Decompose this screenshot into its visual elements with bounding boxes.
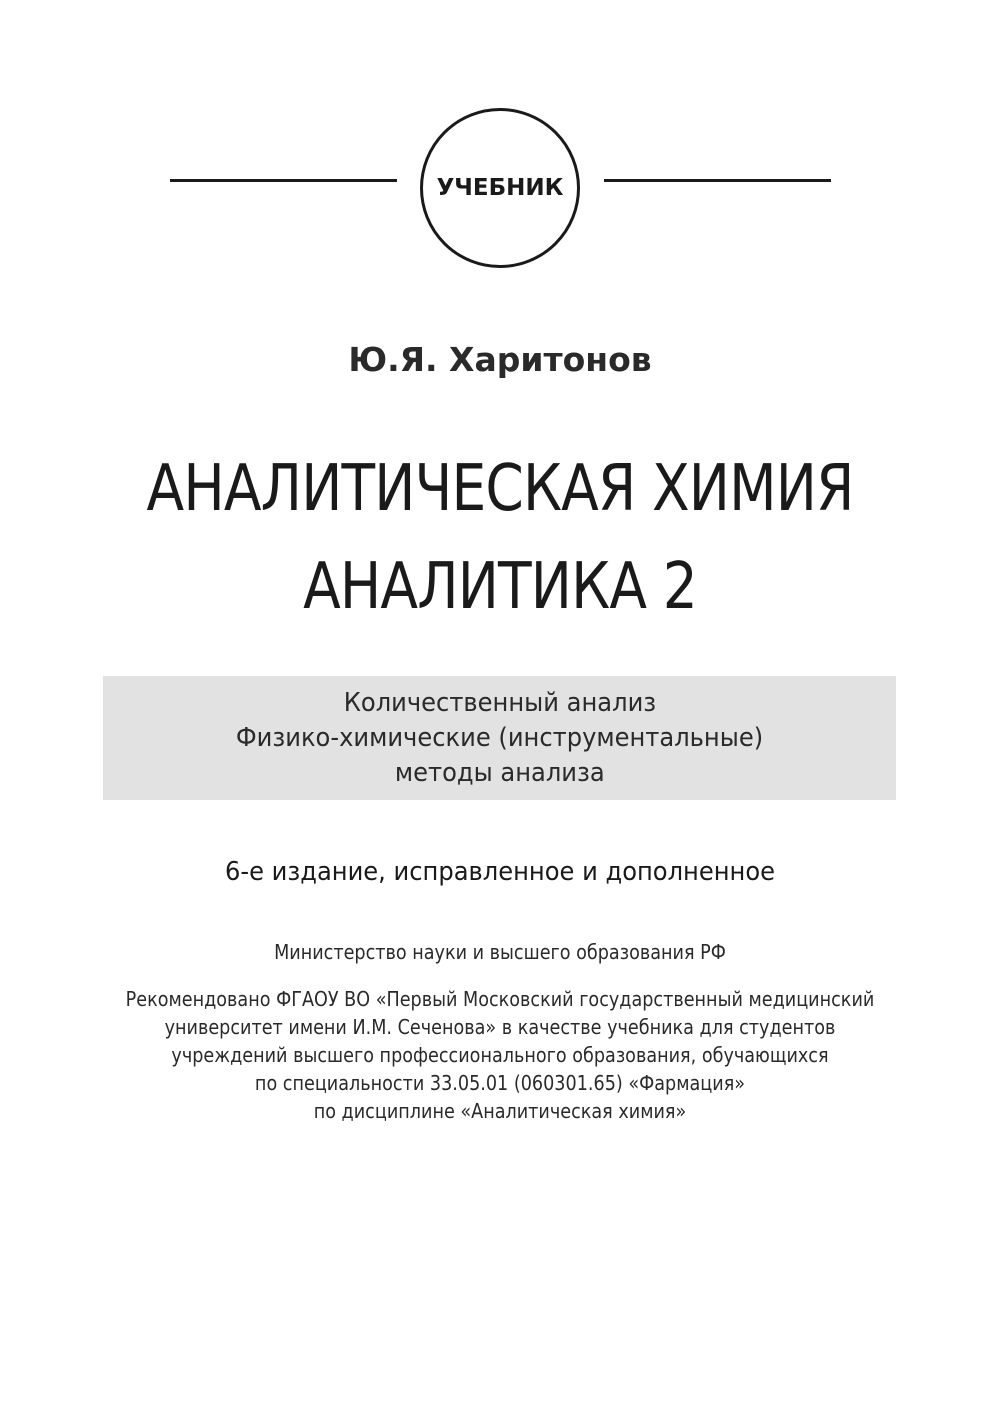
subtitle-line: Физико-химические (инструментальные): [235, 722, 764, 753]
recommendation-line: учреждений высшего профессионального образования, обучающихся: [171, 1043, 829, 1067]
decorative-rule-right: [604, 179, 831, 182]
recommendation-line: по специальности 33.05.01 (060301.65) «Фармация»: [254, 1071, 746, 1095]
textbook-badge: [420, 108, 580, 268]
subtitle-line: Количественный анализ: [343, 687, 656, 718]
badge-label: УЧЕБНИК: [436, 175, 564, 201]
subtitle-line: методы анализа: [394, 757, 605, 788]
recommendation-line: Рекомендовано ФГАОУ ВО «Первый Московский государственный медицинский: [125, 987, 875, 1011]
book-title-line-1: АНАЛИТИЧЕСКАЯ ХИМИЯ: [146, 452, 854, 526]
recommendation-line: университет имени И.М. Сеченова» в качестве учебника для студентов: [164, 1015, 836, 1039]
recommendation-block: [0, 985, 1000, 1125]
ministry-line: Министерство науки и высшего образования РФ: [274, 940, 726, 964]
decorative-rule-left: [170, 179, 397, 182]
edition-note: 6-е издание, исправленное и дополненное: [224, 857, 776, 887]
book-title-line-2: АНАЛИТИКА 2: [303, 550, 697, 624]
author-name: Ю.Я. Харитонов: [348, 340, 652, 379]
recommendation-line: по дисциплине «Аналитическая химия»: [313, 1099, 687, 1123]
subtitle-box: [103, 676, 896, 800]
